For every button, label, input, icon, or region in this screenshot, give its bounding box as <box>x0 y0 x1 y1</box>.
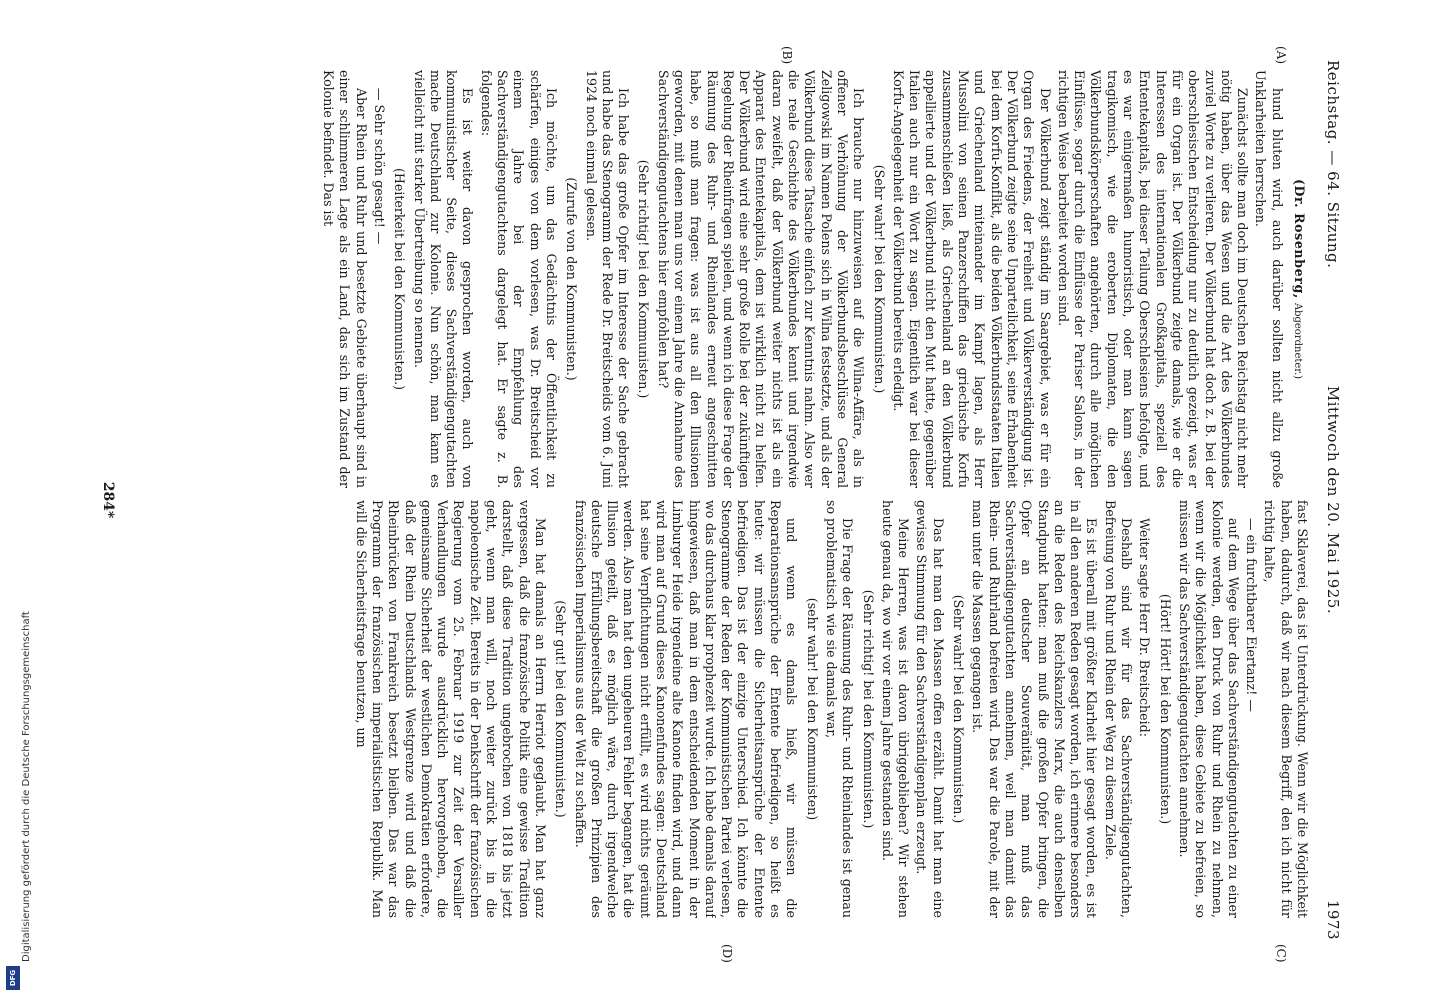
interjection: (Sehr richtig! bei den Kommunisten.) <box>860 589 876 829</box>
paragraph: Weiter sagte Herr Dr. Breitscheid: <box>1137 518 1153 737</box>
margin-letter-a: (A) <box>1274 46 1288 65</box>
interjection: (Sehr richtig! bei den Kommunisten.) <box>636 159 652 399</box>
paragraph: Der Völkerbund zeigt ständig im Saargebiet, was er für ein Organ des Friedens, der Freiheit und Völkerverständigung ist. Der Völkerbund zeigte seine Unparteilichkeit, seine Erhabenheit bei dem Korfu-Konflikt, als die beiden Völkerbundsstaaten Italien und Griechenland miteinander im Kampf lagen, als Herr Mussolini von seinen Panzerschiffen das griechische Korfu zusammenschießen ließ, als Griechenland an den Völkerbund appellierte und der Völkerbund nicht den Mut hatte, gegenüber Italien auch nur ein Wort zu sagen. Eigentlich war bei dieser Korfu-Angelegenheit der Völkerbund bereits erledigt. <box>890 70 1053 488</box>
interjection: (Sehr gut! bei den Kommunisten.) <box>553 600 569 818</box>
paragraph: Es ist überall mit größter Klarheit hier gesagt worden, es ist in all den anderen Reden gesagt worden, ich erinnere besonders an die Reden des Reichskanzlers Marx, die auch denselben Standpunkt hatten: man muß die großen Opfer bringen, die Opfer an deutscher Souveränität, man muß das Sachverständigengutachten annehmen, weil man damit das Rhein- und Ruhrland befreien wird. Das war die Parole, mit der man unter die Massen gegangen ist. <box>970 500 1100 918</box>
margin-letter-d: (D) <box>720 944 734 963</box>
sheet-number: 284* <box>100 481 116 519</box>
interjection: (Sehr wahr! bei den Kommunisten.) <box>951 594 967 824</box>
paragraph: hund bluten wird, auch darüber sollten nicht allzu große Unklarheiten herrschen. <box>1253 70 1285 488</box>
funding-credit-text: Digitalisierung gefördert durch die Deutsche Forschungsgemeinschaft <box>21 611 32 962</box>
right-text-column <box>200 500 1310 918</box>
paragraph: Meine Herren, was ist davon übriggeblieben? Wir stehen heute genau da, wo wir vor einem Jahre gestanden sind. <box>879 500 912 918</box>
interjection: (sehr wahr! bei den Kommunisten) <box>804 597 820 821</box>
interjection: (Zurufe von den Kommunisten.) <box>564 177 580 381</box>
paragraph: Es ist weiter davon gesprochen worden, auch von kommunistischer Seite, dieses Sachverständigengutachten mache Deutschland zur Kolonie. Nun schön, man kann es vielleicht mit starker Übertreibung so nennen. <box>411 70 476 488</box>
header-session: Reichstag. — 64. Sitzung. <box>1324 60 1342 269</box>
speaker-role: Abgeordneter.) <box>1292 302 1303 380</box>
dfg-logo: DFG <box>6 966 20 990</box>
speaker-name: (Dr. Rosenberg, <box>1292 178 1307 299</box>
header-date: Mittwoch den 20. Mai 1925. <box>1324 385 1342 615</box>
paragraph: Ich habe das große Opfer im Interesse der Sache gebracht und habe das Stenogramm der Rede Dr. Breitscheids vom 6. Juni 1924 noch einmal gelesen. <box>583 70 632 488</box>
paragraph: Deshalb sind wir für das Sachverständigengutachten, Befreiung von Ruhr und Rhein der Weg zu diesem Ziele. <box>1102 500 1135 918</box>
paragraph: — Sehr schön gesagt! — <box>371 88 387 245</box>
margin-letter-c: (C) <box>1274 944 1288 963</box>
interjection: (Sehr wahr! bei den Kommunisten.) <box>871 164 887 394</box>
left-text-column <box>200 70 1310 488</box>
paragraph: und wenn es damals hieß, wir müssen die Reparationsansprüche der Entente befriedigen, so heißt es heute: wir müssen die Sicherheitsansprüche der Entente befriedigen. Das ist der einzige Unterschied. Ich könnte die Stenogramme der Reden der Kommunistischen Partei verlesen, wo das durchaus klar prophezeit wurde. Ich habe damals darauf hingewiesen, daß man in dem entscheidenden Moment in der Limburger Heide irgendeine alte Kanone finden wird, und dann wird man auf Grund dieses Kanonenfundes sagen: Deutschland hat seine Verpflichtungen nicht erfüllt, es wird nichts geräumt werden. Also man hat den ungeheuren Fehler begangen, hat die Illusion geteilt, daß es möglich wäre, durch irgendwelche deutsche Erfüllungsbereitschaft die großen Prinzipien des französischen Imperialismus aus der Welt zu schaffen. <box>572 500 800 918</box>
paragraph: Aber Rhein und Ruhr und besetzte Gebiete überhaupt sind in einer schlimmeren Lage als ein Land, das sich im Zustand der Kolonie befindet. Das ist <box>321 70 369 488</box>
paragraph: Zunächst sollte man doch im Deutschen Reichstag nicht mehr nötig haben, über das Wesen und die Art des Völkerbundes zuviel Worte zu verlieren. Der Völkerbund hat doch z. B. bei der oberschlesischen Entscheidung nur zu deutlich gezeigt, was er für ein Organ ist. Der Völkerbund zeigte damals, wie er die Interessen des internationalen Großkapitals, speziell des Ententekapitals, bei dieser Teilung Oberschlesiens befolgte, und es war einigermaßen humoristisch, oder man kann sagen tragikomisch, wie die eroberten Diplomaten, die den Völkerbundskörperschaften angehörten, durch alle möglichen Einflüsse, sogar durch die Einflüsse der Pariser Salons, in der richtigen Weise bearbeitet worden sind. <box>1055 70 1251 488</box>
paragraph: fast Sklaverei, das ist Unterdrückung. Wenn wir die Möglichkeit haben, dadurch, daß wir nach diesem Begriff, den ich nicht für richtig halte, <box>1262 500 1310 918</box>
paragraph: Ich möchte, um das Gedächtnis der Öffentlichkeit zu schärfen, einiges von dem vorlesen, was Dr. Breitscheid vor einem Jahre bei der Empfehlung des Sachverständigengutachtens dargelegt hat. Er sagte z. B. folgendes: <box>478 70 559 488</box>
paragraph: Die Frage der Räumung des Ruhr- und Rheinlandes ist genau so problematisch wie sie damals war, <box>823 500 856 918</box>
paragraph: Das hat man den Massen offen erzählt. Damit hat man eine gewisse Stimmung für den Sachverständigenplan erzeugt. <box>914 500 946 918</box>
paragraph: — ein furchtbarer Eiertanz! — <box>1244 518 1260 712</box>
margin-letter-b: (B) <box>780 46 794 65</box>
paragraph: Man hat damals an Herrn Herriot geglaubt. Man hat ganz vergessen, daß die französische Politik eine gewisse Tradition darstellt, daß diese Tradition ungebrochen von 1818 bis jetzt geht, wenn man will, noch weiter zurück bis in die napoleonische Zeit. Bereits in der Denkschrift der französischen Regierung vom 25. Februar 1919 zur Zeit der Versailler Verhandlungen wurde ausdrücklich hervorgehoben, die gemeinsame Sicherheit der westlichen Demokratien erfordere, daß der Rhein Deutschlands Westgrenze wird und daß die Rheinbrücken von Frankreich besetzt bleiben. Das war das Programm der französischen imperialistischen Republik. Man will die Sicherheitsfrage benutzen, um <box>353 500 548 918</box>
interjection: (Heiterkeit bei den Kommunisten.) <box>392 167 408 391</box>
speaker-line <box>1289 70 1307 488</box>
header-page-number: 1973 <box>1324 899 1342 940</box>
interjection: (Hört! Hört! bei den Kommunisten.) <box>1157 593 1173 825</box>
page-header <box>1318 60 1342 940</box>
paragraph: auf dem Wege über das Sachverständigengutachten zu einer Kolonie werden, den Druck von Ruhr und Rhein zu nehmen, wenn wir die Möglichkeit haben, diese Gebiete zu befreien, so müssen wir das Sachverständigengutachten annehmen. <box>1176 500 1241 918</box>
paragraph: Ich brauche nur hinzuweisen auf die Wilna-Affäre, als in offener Verhöhnung der Völkerbundsbeschlüsse General Zeligowski im Namen Polens sich in Wilna festsetzte, und als der Völkerbund diese Tatsache einfach zur Kenntnis nahm. Also wer die reale Geschichte des Völkerbundes kennt und irgendwie daran zweifelt, daß der Völkerbund weiter nichts ist als ein Apparat des Ententekapitals, dem ist wirklich nicht zu helfen. Der Völkerbund wird eine sehr große Rolle bei der zukünftigen Regelung der Rheinfragen spielen, und wenn ich diese Frage der Räumung des Ruhr- und Rheinlandes erneut angeschnitten habe, so muß man fragen: was ist aus all den Illusionen geworden, mit denen man uns vor einem Jahre die Annahme des Sachverständigengutachtens hier empfohlen hat? <box>655 70 867 488</box>
